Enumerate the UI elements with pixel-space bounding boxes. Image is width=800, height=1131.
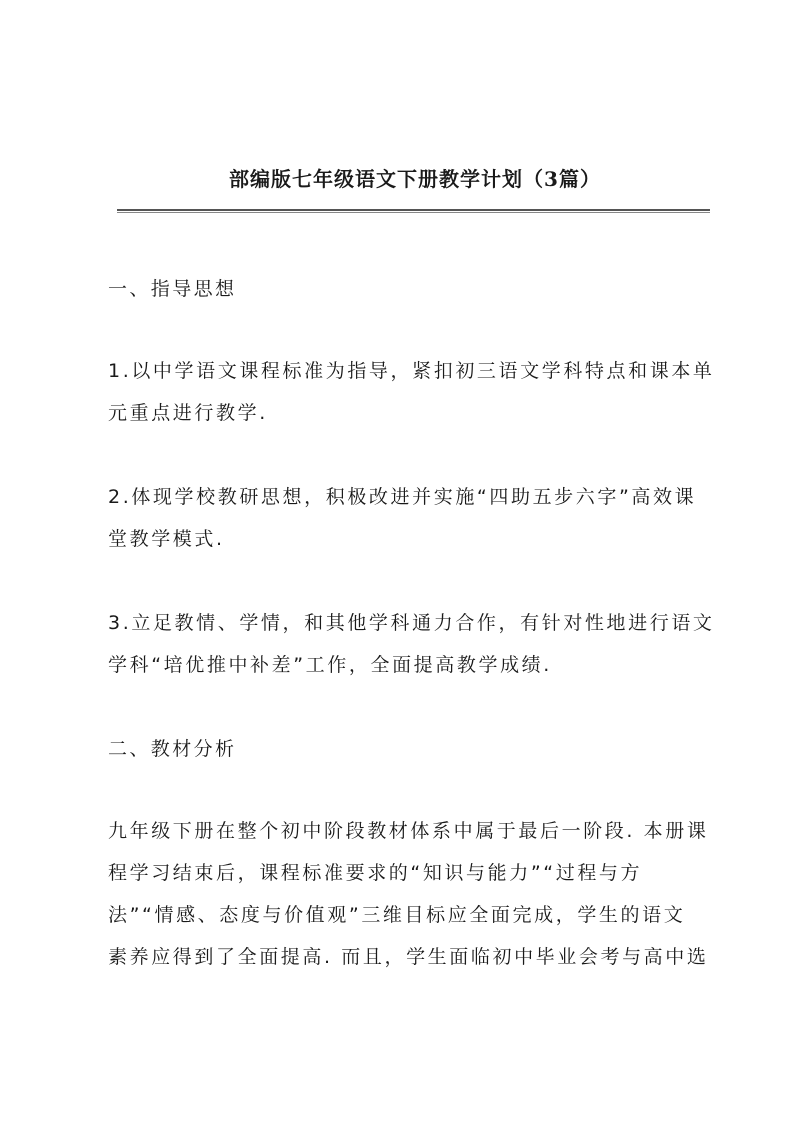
paragraph-line: 九年级下册在整个初中阶段教材体系中属于最后一阶段. 本册课 (108, 820, 709, 842)
paragraph-line: 程学习结束后，课程标准要求的“知识与能力”“过程与方 (108, 862, 643, 884)
section-heading-guiding-ideology: 一、指导思想 (108, 278, 237, 300)
paragraph-line: 1.以中学语文课程标准为指导，紧扣初三语文学科特点和课本单 (108, 360, 715, 382)
paragraph-line: 元重点进行教学. (108, 402, 268, 424)
section-heading-textbook-analysis: 二、教材分析 (108, 738, 237, 760)
title-divider (117, 209, 710, 213)
paragraph-line: 素养应得到了全面提高. 而且，学生面临初中毕业会考与高中选 (108, 946, 709, 968)
paragraph-line: 2.体现学校教研思想，积极改进并实施“四助五步六字”高效课 (108, 486, 697, 508)
paragraph-line: 法”“情感、态度与价值观”三维目标应全面完成，学生的语文 (108, 904, 686, 926)
paragraph-line: 堂教学模式. (108, 528, 225, 550)
paragraph-line: 3.立足教情、学情，和其他学科通力合作，有针对性地进行语文 (108, 612, 715, 634)
paragraph-line: 学科“培优推中补差”工作，全面提高教学成绩. (108, 654, 552, 676)
document-title: 部编版七年级语文下册教学计划（3篇） (229, 167, 601, 191)
